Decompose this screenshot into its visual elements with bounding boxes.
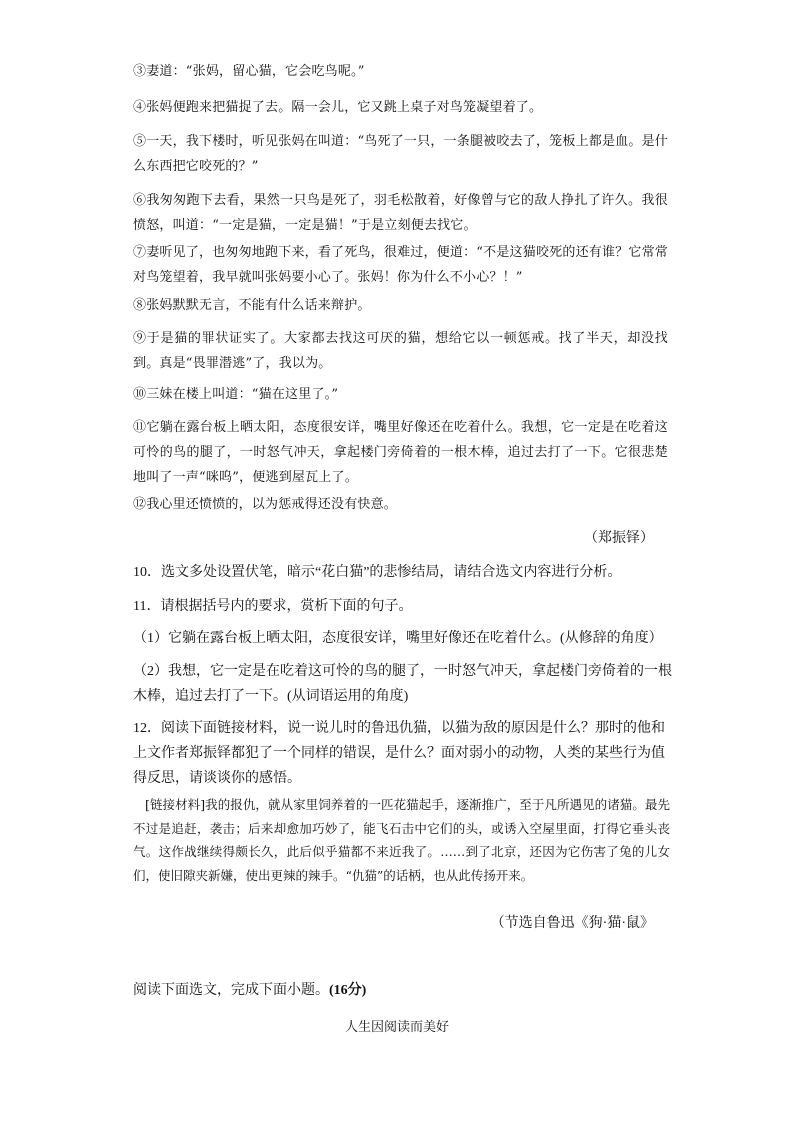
story-paragraph-12: ⑫我心里还愤愤的，以为惩戒得还没有快意。 xyxy=(133,497,398,512)
next-section-instruction-text: 阅读下面选文，完成下面小题。 xyxy=(133,983,329,998)
question-11: 11．请根据括号内的要求，赏析下面的句子。 xyxy=(133,599,413,614)
next-section-instruction xyxy=(133,978,673,1003)
next-section-score: (16分) xyxy=(329,983,367,998)
story-paragraph-9: ⑨于是猫的罪状证实了。大家都去找这可厌的猫，想给它以一顿惩戒。找了半天，却没找到。真是“畏罪潜逃”了，我以为。 xyxy=(133,331,668,371)
link-material-text: [链接材料]我的报仇，就从家里饲养着的一匹花猫起手，逐渐推广，至于凡所遇见的诸猫。最先不过是追赶，袭击；后来却愈加巧妙了，能飞石击中它们的头，或诱入空屋里面，打得它垂头丧气。这作战继续得颇长久，此后似乎猫都不来近我了。……到了北京，还因为它伤害了兔的儿女们，使旧隙夹新嫌，使出更辣的辣手。“仇猫”的话柄，也从此传扬开来。 xyxy=(133,797,670,883)
link-material-source: （节选自鲁迅《狗·猫·鼠》 xyxy=(490,916,654,931)
story-paragraph-10: ⑩三妹在楼上叫道：“猫在这里了。” xyxy=(133,387,339,402)
question-10: 10．选文多处设置伏笔，暗示“花白猫”的悲惨结局，请结合选文内容进行分析。 xyxy=(133,565,622,580)
story-paragraph-5: ⑤一天，我下楼时，听见张妈在叫道：“鸟死了一只，一条腿被咬去了，笼板上都是血。是什么东西把它咬死的？” xyxy=(133,134,668,174)
story-paragraph-8: ⑧张妈默默无言，不能有什么话来辩护。 xyxy=(133,298,371,313)
story-paragraph-4: ④张妈便跑来把猫捉了去。隔一会儿，它又跳上桌子对鸟笼凝望着了。 xyxy=(133,100,543,115)
story-paragraph-6: ⑥我匆匆跑下去看，果然一只鸟是死了，羽毛松散着，好像曾与它的敌人挣扎了许久。我很愤怒，叫道：“一定是猫，一定是猫！”于是立刻便去找它。 xyxy=(133,193,668,233)
story-author: （郑振铎） xyxy=(584,531,654,546)
story-paragraph-11: ⑪它躺在露台板上晒太阳，态度很安详，嘴里好像还在吃着什么。我想，它一定是在吃着这可怜的鸟的腿了，一时怒气冲天，拿起楼门旁倚着的一根木棒，追过去打了一下。它很悲楚地叫了一声“咪呜”，便逃到屋瓦上了。 xyxy=(133,420,668,485)
question-12: 12．阅读下面链接材料，说一说儿时的鲁迅仇猫，以猫为敌的原因是什么？那时的他和上文作者郑振铎都犯了一个同样的错误，是什么？面对弱小的动物，人类的某些行为值得反思，请谈谈你的感悟。 xyxy=(133,721,665,786)
question-11-part-1: （1）它躺在露台板上晒太阳，态度很安详，嘴里好像还在吃着什么。(从修辞的角度） xyxy=(133,631,663,646)
next-section-title: 人生因阅读而美好 xyxy=(344,1020,449,1035)
question-11-part-2: （2）我想，它一定是在吃着这可怜的鸟的腿了，一时怒气冲天，拿起楼门旁倚着的一根木棒，追过去打了一下。(从词语运用的角度) xyxy=(133,664,672,704)
story-paragraph-3: ③妻道：“张妈，留心猫，它会吃鸟呢。” xyxy=(133,64,365,79)
story-paragraph-7: ⑦妻听见了，也匆匆地跑下来，看了死鸟，很难过，便道：“不是这猫咬死的还有谁？它常常对鸟笼望着，我早就叫张妈要小心了。张妈！你为什么不小心？！” xyxy=(133,245,668,285)
